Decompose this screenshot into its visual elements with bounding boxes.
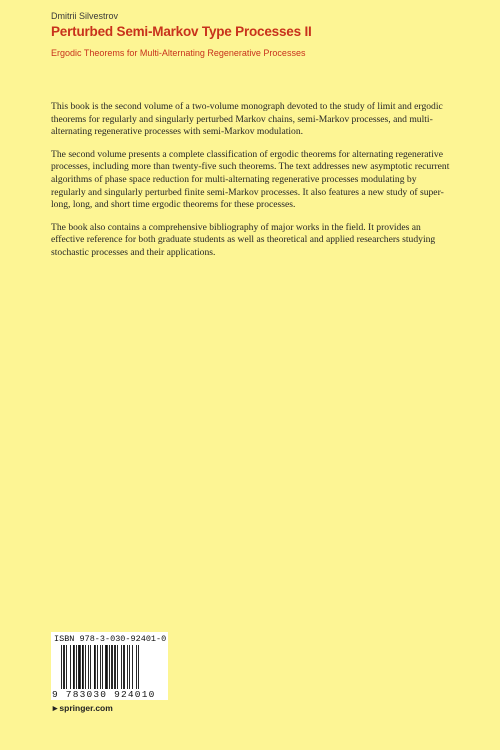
description-paragraph: This book is the second volume of a two-volume monograph devoted to the study of limit and ergodic theorems for regularly and singularly perturbed Markov chains, semi-Markov processes, and multi-alternating regenerative processes with semi-Markov modulation.	[51, 101, 443, 138]
arrow-icon: ►	[51, 703, 60, 713]
book-subtitle: Ergodic Theorems for Multi-Alternating Regenerative Processes	[51, 48, 306, 58]
barcode-icon	[61, 645, 161, 690]
book-description	[51, 101, 451, 270]
barcode-panel	[51, 632, 168, 700]
description-paragraph: The book also contains a comprehensive bibliography of major works in the field. It provides an effective reference for both graduate students as well as theoretical and applied researchers studying stochastic processes and their applications.	[51, 221, 436, 258]
barcode-digits: 9 783030 924010	[52, 689, 168, 700]
isbn-label: ISBN 978-3-030-92401-0	[54, 634, 167, 644]
publisher-url: springer.com	[59, 703, 113, 713]
description-paragraph: The second volume presents a complete classification of ergodic theorems for alternating regenerative processes, including more than twenty-five such theorems. The text addresses new asymptotic recurrent algorithms of phase space reduction for multi-alternating regenerative processes modulating by regularly and singularly perturbed finite semi-Markov processes. It also features a new study of super-long, long, and short time ergodic theorems for these processes.	[51, 148, 450, 211]
publisher-link[interactable]	[51, 703, 113, 713]
author-name: Dmitrii Silvestrov	[51, 11, 119, 21]
book-title: Perturbed Semi-Markov Type Processes II	[51, 24, 312, 39]
